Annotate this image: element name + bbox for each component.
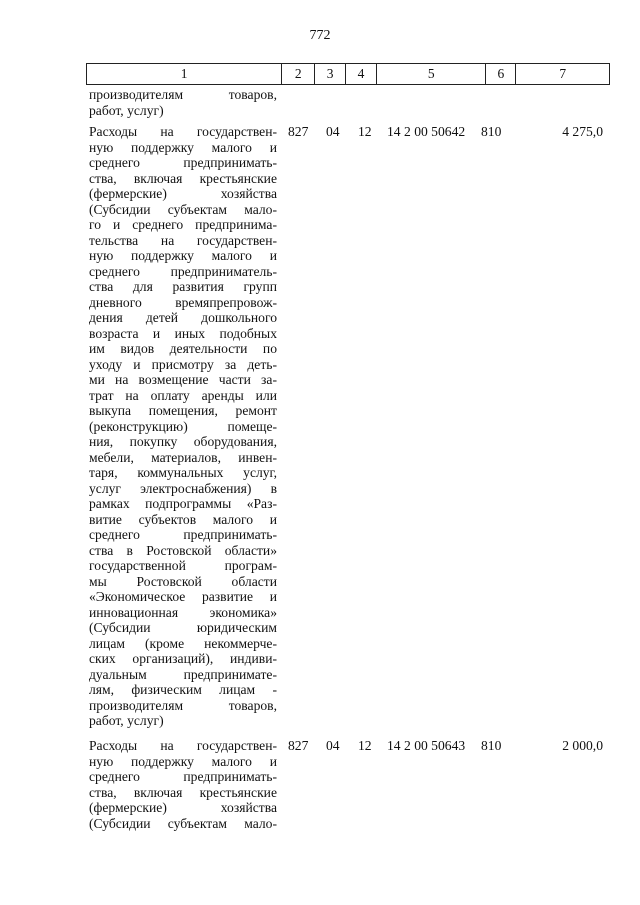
text-line: ских организаций), индиви- [89, 651, 277, 666]
text-line: среднего предприниматель- [89, 263, 277, 279]
text-line: дневного времяпрепровож- [89, 294, 277, 310]
text-line: лям, физическим лицам - [89, 682, 277, 697]
text-line: среднего предпринимать- [89, 155, 277, 170]
row-col4-value: 12 [358, 124, 372, 139]
text-line: (Субсидии юридическим [89, 620, 277, 635]
table-header-row [86, 63, 610, 85]
table-row-description [89, 124, 277, 729]
text-line: ми на возмещение части за- [89, 372, 277, 387]
text-line: ния, покупку оборудования, [89, 434, 277, 449]
header-cell-6: 6 [486, 64, 516, 84]
row-col4-value: 12 [358, 738, 372, 753]
row-col3-value: 04 [326, 124, 340, 139]
text-line: среднего предпринимать- [89, 527, 277, 542]
row-col7-value: 2 000,0 [562, 738, 603, 753]
text-line: ства, включая крестьянские [89, 170, 277, 186]
text-line: работ, услуг) [89, 102, 164, 118]
text-line: государственной програм- [89, 558, 277, 573]
text-line: (Субсидии субъектам мало- [89, 201, 277, 217]
header-cell-5: 5 [377, 64, 487, 84]
text-line: рамках подпрограммы «Раз- [89, 496, 277, 511]
text-line: мебели, материалов, инвен- [89, 449, 277, 465]
text-line: ную поддержку малого и [89, 248, 277, 263]
page-number: 772 [309, 28, 331, 43]
text-line: (Субсидии субъектам мало- [89, 815, 277, 831]
text-line: ную поддержку малого и [89, 139, 277, 155]
row-col2-value: 827 [288, 738, 309, 753]
text-line: дения детей дошкольного [89, 310, 277, 325]
text-line: среднего предпринимать- [89, 769, 277, 784]
continuation-text [89, 87, 277, 118]
row-col5-value: 14 2 00 50643 [387, 738, 466, 753]
text-line: возраста и иных подобных [89, 325, 277, 341]
row-col5-value: 14 2 00 50642 [387, 124, 466, 139]
text-line: дуальным предпринимате- [89, 666, 277, 682]
text-line: ную поддержку малого и [89, 753, 277, 769]
header-cell-2: 2 [282, 64, 315, 84]
text-line: им видов деятельности по [89, 341, 277, 356]
table-row-description [89, 738, 277, 831]
text-line: производителям товаров, [89, 87, 277, 102]
text-line: ства, включая крестьянские [89, 784, 277, 800]
text-line: витие субъектов малого и [89, 511, 277, 527]
header-cell-1: 1 [87, 64, 282, 84]
row-col3-value: 04 [326, 738, 340, 753]
text-line: таря, коммунальных услуг, [89, 465, 277, 480]
text-line: ства в Ростовской области» [89, 542, 277, 558]
row-col7-value: 4 275,0 [562, 124, 603, 139]
header-cell-4: 4 [346, 64, 377, 84]
header-cell-7: 7 [559, 66, 567, 81]
text-line: мы Ростовской области [89, 573, 277, 589]
text-line: выкупа помещения, ремонт [89, 403, 277, 418]
row-col6-value: 810 [481, 738, 502, 753]
text-line: трат на оплату аренды или [89, 387, 277, 403]
text-line: тельства на государствен- [89, 232, 277, 248]
row-col6-value: 810 [481, 124, 502, 139]
text-line: производителям товаров, [89, 697, 277, 713]
text-line: уходу и присмотру за деть- [89, 356, 277, 372]
text-line: (реконструкцию) помеще- [89, 418, 277, 434]
text-line: (фермерские) хозяйства [89, 800, 277, 815]
text-line: Расходы на государствен- [89, 738, 277, 753]
text-line: ства для развития групп [89, 279, 277, 294]
text-line: (фермерские) хозяйства [89, 186, 277, 201]
text-line: лицам (кроме некоммерче- [89, 635, 277, 651]
text-line: «Экономическое развитие и [89, 589, 277, 604]
header-cell-3: 3 [315, 64, 346, 84]
row-col2-value: 827 [288, 124, 309, 139]
text-line: инновационная экономика» [89, 604, 277, 620]
text-line: работ, услуг) [89, 713, 164, 728]
text-line: го и среднего предпринима- [89, 217, 277, 232]
text-line: услуг электроснабжения) в [89, 480, 277, 496]
text-line: Расходы на государствен- [89, 124, 277, 139]
